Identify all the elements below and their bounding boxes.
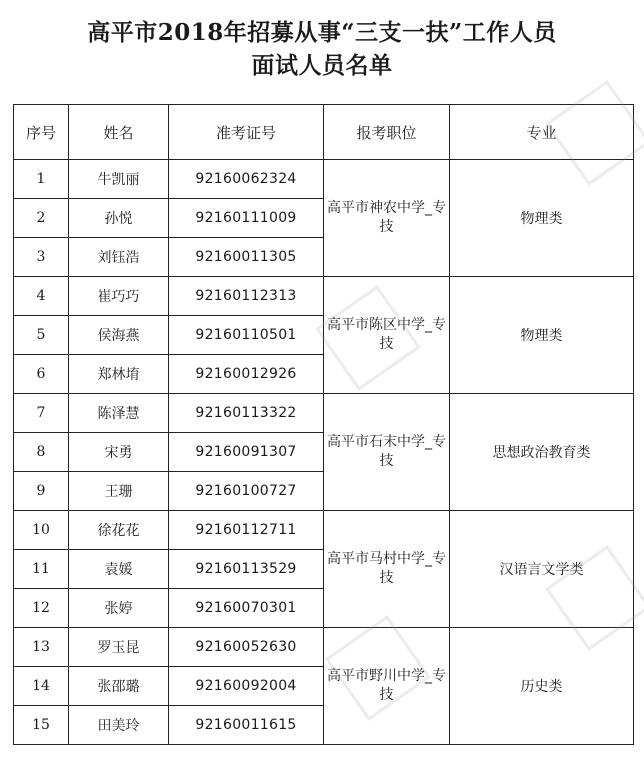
cell-name: 张邵璐 [69,667,169,706]
header-exam-id: 准考证号 [169,105,324,160]
cell-seq: 7 [14,394,69,433]
cell-name: 徐花花 [69,511,169,550]
position-text: 高平市马村中学_专技 [327,551,446,586]
position-text: 高平市陈区中学_专技 [327,317,446,352]
header-name: 姓名 [69,105,169,160]
table-row [14,511,634,550]
cell-exam-id: 92160011305 [169,238,324,277]
cell-exam-id: 92160091307 [169,433,324,472]
cell-name: 张婷 [69,589,169,628]
table-row [14,628,634,667]
table-row [14,277,634,316]
cell-exam-id: 92160113322 [169,394,324,433]
table-row [14,160,634,199]
cell-position [324,394,450,511]
cell-exam-id: 92160052630 [169,628,324,667]
cell-name: 郑林堉 [69,355,169,394]
interview-list-table [13,104,634,745]
cell-exam-id: 92160011615 [169,706,324,745]
table-row [14,394,634,433]
table-header-row [14,105,634,160]
cell-seq: 4 [14,277,69,316]
cell-seq: 9 [14,472,69,511]
cell-position [324,511,450,628]
cell-exam-id: 92160092004 [169,667,324,706]
cell-seq: 5 [14,316,69,355]
cell-seq: 1 [14,160,69,199]
cell-seq: 10 [14,511,69,550]
cell-exam-id: 92160100727 [169,472,324,511]
cell-seq: 14 [14,667,69,706]
cell-position [324,628,450,745]
cell-exam-id: 92160110501 [169,316,324,355]
cell-seq: 8 [14,433,69,472]
position-text: 高平市野川中学_专技 [327,668,446,703]
cell-name: 侯海燕 [69,316,169,355]
cell-seq: 6 [14,355,69,394]
cell-seq: 12 [14,589,69,628]
position-text: 高平市石末中学_专技 [327,434,446,469]
cell-name: 崔巧巧 [69,277,169,316]
cell-major: 历史类 [450,628,634,745]
cell-seq: 13 [14,628,69,667]
cell-exam-id: 92160112711 [169,511,324,550]
cell-name: 田美玲 [69,706,169,745]
cell-name: 宋勇 [69,433,169,472]
cell-name: 罗玉昆 [69,628,169,667]
cell-seq: 3 [14,238,69,277]
cell-name: 王珊 [69,472,169,511]
header-seq: 序号 [14,105,69,160]
cell-name: 孙悦 [69,199,169,238]
cell-name: 袁媛 [69,550,169,589]
cell-major: 汉语言文学类 [450,511,634,628]
header-position: 报考职位 [324,105,450,160]
cell-exam-id: 92160012926 [169,355,324,394]
document-title-line1: 高平市2018年招募从事“三支一扶”工作人员 [87,19,557,46]
position-text: 高平市神农中学_专技 [327,200,446,235]
cell-major: 物理类 [450,160,634,277]
cell-exam-id: 92160112313 [169,277,324,316]
cell-exam-id: 92160111009 [169,199,324,238]
header-major: 专业 [450,105,634,160]
cell-major: 思想政治教育类 [450,394,634,511]
cell-seq: 11 [14,550,69,589]
cell-seq: 2 [14,199,69,238]
cell-name: 牛凯丽 [69,160,169,199]
cell-exam-id: 92160062324 [169,160,324,199]
cell-seq: 15 [14,706,69,745]
cell-major: 物理类 [450,277,634,394]
cell-exam-id: 92160070301 [169,589,324,628]
cell-exam-id: 92160113529 [169,550,324,589]
cell-position [324,160,450,277]
cell-name: 陈泽慧 [69,394,169,433]
cell-position [324,277,450,394]
document-title-line2: 面试人员名单 [251,52,393,79]
cell-name: 刘钰浩 [69,238,169,277]
